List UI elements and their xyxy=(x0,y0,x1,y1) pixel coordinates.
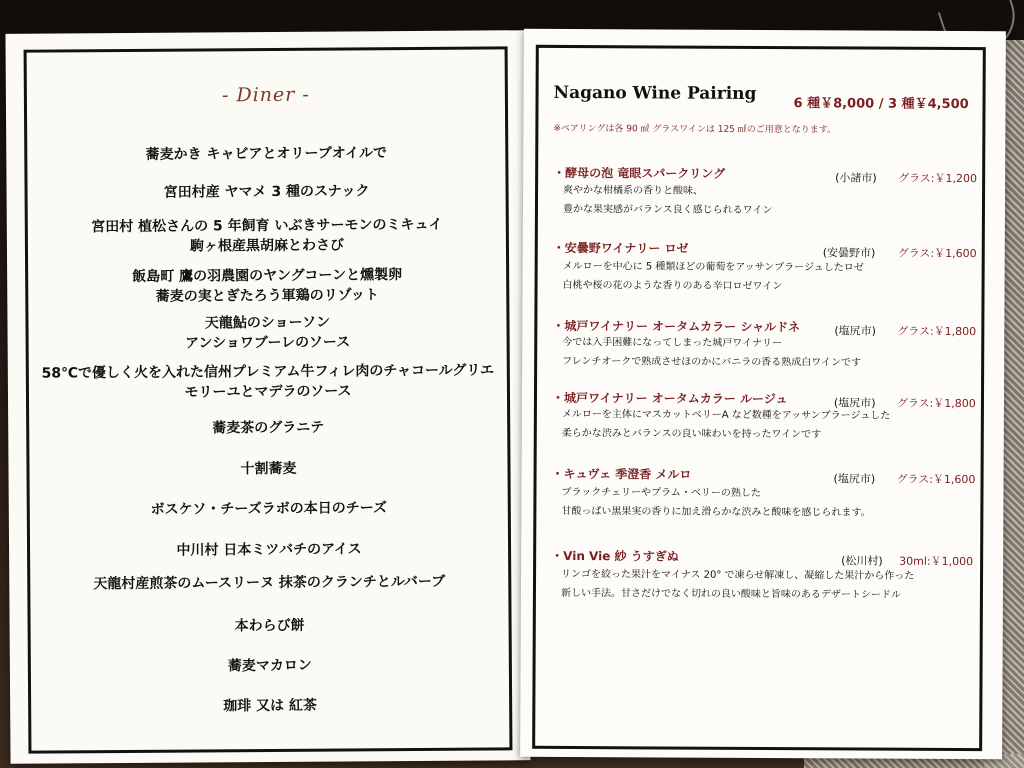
diner-title: - Diner - xyxy=(221,83,310,107)
wine-glass-price: グラス:￥1,600 xyxy=(896,472,976,487)
wine-name: ・城戸ワイナリー オータムカラー ルージュ xyxy=(551,390,788,407)
course-item: 十割蕎麦 xyxy=(240,460,297,478)
wine-glass-price: グラス:￥1,600 xyxy=(897,246,977,261)
wine-pairing-page xyxy=(520,29,1006,760)
wine-description: リンゴを絞った果汁をマイナス 20° で凍らせ解凍し、凝縮した果汁から作った 新しい手法。甘さだけでなく切れの良い酸味と旨味のあるデザートシードル xyxy=(560,568,915,601)
course-item: 蕎麦かき キャビアとオリーブオイルで xyxy=(145,145,388,163)
pairing-note: ※ペアリングは各 90 ㎖ グラスワインは 125 ㎖のご用意となります。 xyxy=(553,123,837,136)
wine-pairing-title: Nagano Wine Pairing xyxy=(553,82,757,104)
course-item: 本わらび餅 xyxy=(234,617,305,635)
wine-origin: (塩尻市) xyxy=(833,396,876,410)
course-item: 中川村 日本ミツバチのアイス xyxy=(176,541,362,559)
wine-glass-price: グラス:￥1,800 xyxy=(897,324,977,339)
course-item: 飯島町 鷹の羽農園のヤングコーンと燻製卵 蕎麦の実とぎたろう軍鶏のリゾット xyxy=(132,267,403,305)
wine-description: 爽やかな柑橘系の香りと酸味、 豊かな果実感がバランス良く感じられるワイン xyxy=(562,184,773,217)
course-item: 蕎麦マカロン xyxy=(227,657,312,675)
wine-name: ・キュヴェ 季澄香 メルロ xyxy=(551,466,692,482)
wine-origin: (塩尻市) xyxy=(834,324,876,338)
wine-origin: (松川村) xyxy=(841,554,883,568)
course-item: ボスケソ・チーズラボの本日のチーズ xyxy=(150,500,388,518)
course-item: 宮田村産 ヤマメ 3 種のスナック xyxy=(163,183,370,201)
diner-menu-page xyxy=(5,30,530,764)
wine-name: ・城戸ワイナリー オータムカラー シャルドネ xyxy=(552,318,801,335)
wine-glass-price: グラス:￥1,800 xyxy=(896,396,976,411)
wine-description: 今では入手困難になってしまった城戸ワイナリー フレンチオークで熟成させほのかにバニラの香る熟成白ワインです xyxy=(562,336,862,369)
course-item: 天龍鮎のショーソン アンショワブーレのソース xyxy=(184,314,351,352)
wine-glass-price: 30ml:￥1,000 xyxy=(899,554,974,569)
wine-origin: (小諸市) xyxy=(835,171,877,185)
wine-origin: (塩尻市) xyxy=(833,472,876,486)
wine-description: ブラックチェリーやプラム・ベリーの熟した 甘酸っぱい黒果実の香りに加え滑らかな渋みと酸味を感じられます。 xyxy=(561,486,871,519)
wine-name: ・安曇野ワイナリー ロゼ xyxy=(552,240,689,256)
wine-name: ・Vin Vie 紗 うすぎぬ xyxy=(551,548,679,564)
wine-name: ・酵母の泡 竜眼スパークリング xyxy=(553,165,726,181)
course-item: 58℃で優しく火を入れた信州プレミアム牛フィレ肉のチャコールグリエ モリーユとマデラのソース xyxy=(41,362,495,401)
course-item: 宮田村 植松さんの 5 年飼育 いぶきサーモンのミキュイ 駒ヶ根産黒胡麻とわさび xyxy=(91,216,443,255)
course-item: 蕎麦茶のグラニテ xyxy=(212,419,325,437)
course-item: 天龍村産煎茶のムースリーヌ 抹茶のクランチとルバーブ xyxy=(93,573,446,593)
course-item: 珈琲 又は 紅茶 xyxy=(223,697,318,715)
wine-origin: (安曇野市) xyxy=(822,246,876,260)
wine-description: メルローを中心に 5 種類ほどの葡萄をアッサンブラージュしたロゼ 白桃や桜の花のような香りのある辛口ロゼワイン xyxy=(562,260,864,293)
wine-description: メルローを主体にマスカットベリーA など数種をアッサンブラージュした 柔らかな渋みとバランスの良い味わいを持ったワインです xyxy=(561,408,891,441)
pairing-price: 6 種￥8,000 / 3 種￥4,500 xyxy=(793,96,969,113)
wine-glass-price: グラス:￥1,200 xyxy=(898,171,978,186)
